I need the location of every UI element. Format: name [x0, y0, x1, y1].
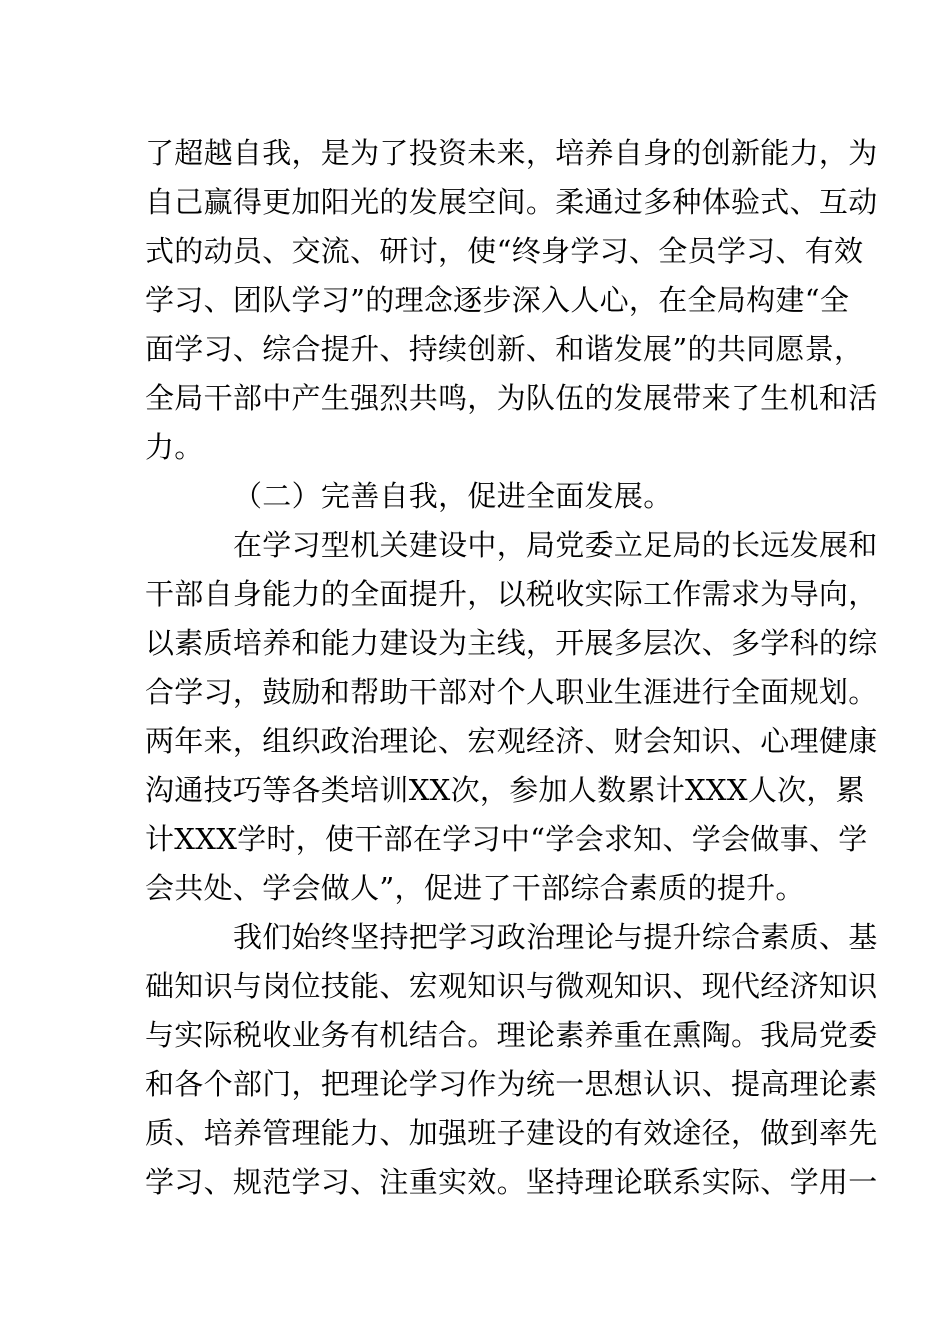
- text-line: 全局干部中产生强烈共鸣，为队伍的发展带来了生机和活: [145, 381, 878, 415]
- text-line: 沟通技巧等各类培训XX次，参加人数累计XXX人次，累: [145, 773, 866, 807]
- section-heading: （二）完善自我，促进全面发展。: [233, 479, 673, 513]
- text-line: 合学习，鼓励和帮助干部对个人职业生涯进行全面规划。: [145, 675, 878, 709]
- text-line: 计XXX学时，使干部在学习中“学会求知、学会做事、学: [145, 822, 868, 856]
- text-line: 质、培养管理能力、加强班子建设的有效途径，做到率先: [145, 1116, 878, 1150]
- text-line: 会共处、学会做人”，促进了干部综合素质的提升。: [145, 871, 805, 905]
- text-line: 了超越自我，是为了投资未来，培养自身的创新能力，为: [145, 136, 878, 170]
- text-line: 自己赢得更加阳光的发展空间。柔通过多种体验式、互动: [145, 185, 878, 219]
- paragraph-first-line: 我们始终坚持把学习政治理论与提升综合素质、基: [233, 920, 878, 954]
- text-line: 学习、团队学习”的理念逐步深入人心，在全局构建“全: [145, 283, 850, 317]
- text-line: 两年来，组织政治理论、宏观经济、财会知识、心理健康: [145, 724, 878, 758]
- text-line: 式的动员、交流、研讨，使“终身学习、全员学习、有效: [145, 234, 864, 268]
- text-line: 以素质培养和能力建设为主线，开展多层次、多学科的综: [145, 626, 878, 660]
- paragraph-first-line: 在学习型机关建设中，局党委立足局的长远发展和: [233, 528, 878, 562]
- text-line: 干部自身能力的全面提升，以税收实际工作需求为导向，: [145, 577, 878, 611]
- text-line: 与实际税收业务有机结合。理论素养重在熏陶。我局党委: [145, 1018, 878, 1052]
- text-line: 和各个部门，把理论学习作为统一思想认识、提高理论素: [145, 1067, 878, 1101]
- body-text: [145, 129, 878, 1207]
- text-line: 础知识与岗位技能、宏观知识与微观知识、现代经济知识: [145, 969, 878, 1003]
- text-line: 学习、规范学习、注重实效。坚持理论联系实际、学用一: [145, 1165, 878, 1199]
- text-line: 面学习、综合提升、持续创新、和谐发展”的共同愿景，: [145, 332, 864, 366]
- text-line: 力。: [145, 430, 204, 464]
